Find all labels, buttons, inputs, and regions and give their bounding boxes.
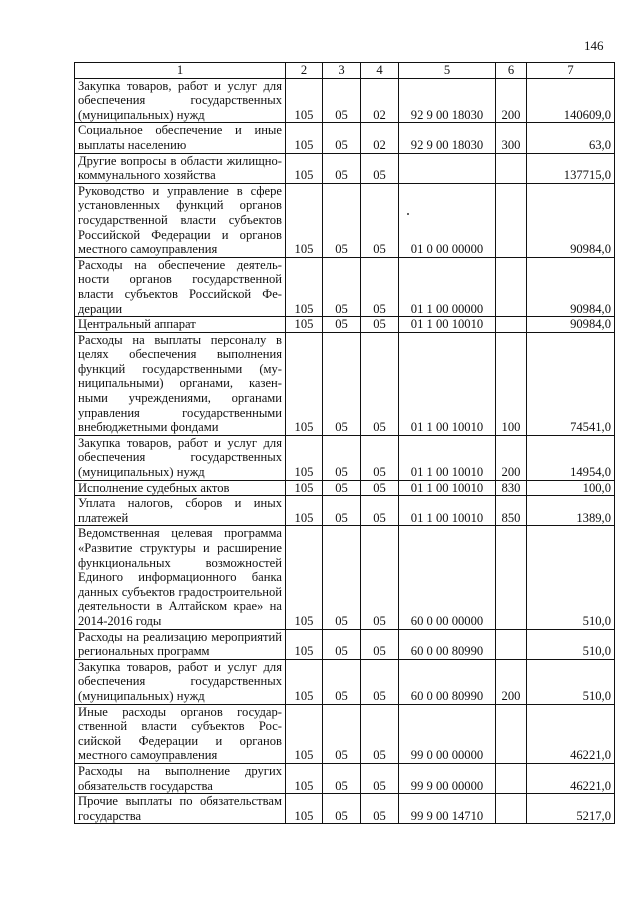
section-code-cell: 05 xyxy=(323,480,361,496)
amount-cell: 90984,0 xyxy=(527,317,615,333)
section-code-cell: 05 xyxy=(323,496,361,526)
section-code-cell: 05 xyxy=(323,763,361,793)
table-row xyxy=(75,153,615,183)
subsection-code-cell: 05 xyxy=(361,763,399,793)
section-code-cell: 05 xyxy=(323,78,361,123)
target-article-cell: 01 1 00 10010 xyxy=(399,496,496,526)
subsection-code-cell: 05 xyxy=(361,257,399,316)
expense-type-cell: 300 xyxy=(496,123,527,153)
section-code-cell: 05 xyxy=(323,257,361,316)
section-code-cell: 05 xyxy=(323,659,361,704)
amount-cell: 90984,0 xyxy=(527,183,615,257)
item-name-cell: Расходы на обеспечение деятельности органов государственной власти субъектов Российской Федерации xyxy=(75,257,286,316)
expense-type-cell: 200 xyxy=(496,78,527,123)
ministry-code-cell: 105 xyxy=(286,704,323,763)
expense-type-cell: 200 xyxy=(496,435,527,480)
section-code-cell: 05 xyxy=(323,332,361,435)
amount-cell: 1389,0 xyxy=(527,496,615,526)
ministry-code-cell: 105 xyxy=(286,123,323,153)
ministry-code-cell: 105 xyxy=(286,183,323,257)
item-name-cell: Закупка товаров, работ и услуг для обеспечения государственных (муниципальных) нужд xyxy=(75,435,286,480)
table-row xyxy=(75,794,615,824)
subsection-code-cell: 05 xyxy=(361,704,399,763)
ministry-code-cell: 105 xyxy=(286,332,323,435)
amount-cell: 510,0 xyxy=(527,629,615,659)
ministry-code-cell: 105 xyxy=(286,480,323,496)
header-cell: 2 xyxy=(286,63,323,79)
subsection-code-cell: 05 xyxy=(361,496,399,526)
target-article-cell: 01 0 00 00000 xyxy=(399,183,496,257)
table-row xyxy=(75,183,615,257)
expense-type-cell xyxy=(496,526,527,629)
table-row xyxy=(75,763,615,793)
header-cell: 6 xyxy=(496,63,527,79)
expense-type-cell xyxy=(496,317,527,333)
item-name-cell: Уплата налогов, сборов и иных платежей xyxy=(75,496,286,526)
item-name-cell: Расходы на реализацию мероприятий региональных программ xyxy=(75,629,286,659)
target-article-cell xyxy=(399,153,496,183)
amount-cell: 140609,0 xyxy=(527,78,615,123)
expense-type-cell xyxy=(496,629,527,659)
target-article-cell: 99 9 00 00000 xyxy=(399,763,496,793)
item-name-cell: Прочие выплаты по обязательствам государства xyxy=(75,794,286,824)
target-article-cell: 01 1 00 00000 xyxy=(399,257,496,316)
expense-type-cell xyxy=(496,153,527,183)
amount-cell: 510,0 xyxy=(527,659,615,704)
table-row xyxy=(75,704,615,763)
expense-type-cell xyxy=(496,763,527,793)
target-article-cell: 99 0 00 00000 xyxy=(399,704,496,763)
item-name-cell: Расходы на выплаты персоналу в целях обеспечения выполнения функций государственными (муниципальными) органами, казенными учреждениями, органами управления государственными внебюджетными фондами xyxy=(75,332,286,435)
subsection-code-cell: 02 xyxy=(361,78,399,123)
ministry-code-cell: 105 xyxy=(286,659,323,704)
amount-cell: 90984,0 xyxy=(527,257,615,316)
section-code-cell: 05 xyxy=(323,629,361,659)
header-cell: 3 xyxy=(323,63,361,79)
ministry-code-cell: 105 xyxy=(286,763,323,793)
table-row xyxy=(75,123,615,153)
page-number: 146 xyxy=(584,38,604,53)
subsection-code-cell: 05 xyxy=(361,332,399,435)
section-code-cell: 05 xyxy=(323,183,361,257)
table-row xyxy=(75,629,615,659)
expense-type-cell xyxy=(496,183,527,257)
expense-type-cell: 830 xyxy=(496,480,527,496)
table-row xyxy=(75,332,615,435)
item-name-cell: Иные расходы органов государственной власти субъектов Российской Федерации и органов местного самоуправления xyxy=(75,704,286,763)
subsection-code-cell: 05 xyxy=(361,183,399,257)
ministry-code-cell: 105 xyxy=(286,496,323,526)
section-code-cell: 05 xyxy=(323,123,361,153)
ministry-code-cell: 105 xyxy=(286,317,323,333)
table-row xyxy=(75,480,615,496)
ministry-code-cell: 105 xyxy=(286,526,323,629)
amount-cell: 63,0 xyxy=(527,123,615,153)
section-code-cell: 05 xyxy=(323,704,361,763)
header-row xyxy=(75,63,615,79)
amount-cell: 14954,0 xyxy=(527,435,615,480)
item-name-cell: Расходы на выполнение других обязательств государства xyxy=(75,763,286,793)
item-name-cell: Центральный аппарат xyxy=(75,317,286,333)
expense-type-cell xyxy=(496,257,527,316)
expense-type-cell: 100 xyxy=(496,332,527,435)
target-article-cell: 92 9 00 18030 xyxy=(399,123,496,153)
subsection-code-cell: 05 xyxy=(361,629,399,659)
subsection-code-cell: 05 xyxy=(361,435,399,480)
ministry-code-cell: 105 xyxy=(286,78,323,123)
ministry-code-cell: 105 xyxy=(286,153,323,183)
header-cell: 5 xyxy=(399,63,496,79)
amount-cell: 100,0 xyxy=(527,480,615,496)
expense-type-cell: 850 xyxy=(496,496,527,526)
item-name-cell: Исполнение судебных актов xyxy=(75,480,286,496)
amount-cell: 510,0 xyxy=(527,526,615,629)
target-article-cell: 01 1 00 10010 xyxy=(399,317,496,333)
target-article-cell: 01 1 00 10010 xyxy=(399,480,496,496)
target-article-cell: 92 9 00 18030 xyxy=(399,78,496,123)
expense-type-cell: 200 xyxy=(496,659,527,704)
expense-type-cell xyxy=(496,704,527,763)
budget-table xyxy=(74,62,615,824)
subsection-code-cell: 05 xyxy=(361,153,399,183)
amount-cell: 46221,0 xyxy=(527,704,615,763)
target-article-cell: 60 0 00 00000 xyxy=(399,526,496,629)
target-article-cell: 01 1 00 10010 xyxy=(399,435,496,480)
target-article-cell: 01 1 00 10010 xyxy=(399,332,496,435)
subsection-code-cell: 05 xyxy=(361,526,399,629)
item-name-cell: Другие вопросы в области жилищно-коммунального хозяйства xyxy=(75,153,286,183)
section-code-cell: 05 xyxy=(323,317,361,333)
table-row xyxy=(75,526,615,629)
expense-type-cell xyxy=(496,794,527,824)
amount-cell: 46221,0 xyxy=(527,763,615,793)
item-name-cell: Руководство и управление в сфере установленных функций органов государственной власти субъектов Российской Федерации и органов местного самоуправления xyxy=(75,183,286,257)
ministry-code-cell: 105 xyxy=(286,257,323,316)
table-row xyxy=(75,496,615,526)
header-cell: 4 xyxy=(361,63,399,79)
subsection-code-cell: 05 xyxy=(361,659,399,704)
subsection-code-cell: 05 xyxy=(361,480,399,496)
table-row xyxy=(75,78,615,123)
header-cell: 1 xyxy=(75,63,286,79)
item-name-cell: Закупка товаров, работ и услуг для обеспечения государственных (муниципальных) нужд xyxy=(75,659,286,704)
amount-cell: 74541,0 xyxy=(527,332,615,435)
section-code-cell: 05 xyxy=(323,794,361,824)
section-code-cell: 05 xyxy=(323,526,361,629)
target-article-cell: 60 0 00 80990 xyxy=(399,659,496,704)
ministry-code-cell: 105 xyxy=(286,794,323,824)
subsection-code-cell: 05 xyxy=(361,317,399,333)
table-row xyxy=(75,435,615,480)
section-code-cell: 05 xyxy=(323,153,361,183)
item-name-cell: Социальное обеспечение и иные выплаты населению xyxy=(75,123,286,153)
ministry-code-cell: 105 xyxy=(286,629,323,659)
amount-cell: 137715,0 xyxy=(527,153,615,183)
amount-cell: 5217,0 xyxy=(527,794,615,824)
item-name-cell: Ведомственная целевая программа «Развитие структуры и расширение функциональных возможностей Единого информационного банка данных субъектов градостроительной деятельности в Алтайском крае» на 2014-2016 годы xyxy=(75,526,286,629)
subsection-code-cell: 05 xyxy=(361,794,399,824)
header-cell: 7 xyxy=(527,63,615,79)
section-code-cell: 05 xyxy=(323,435,361,480)
item-name-cell: Закупка товаров, работ и услуг для обеспечения государственных (муниципальных) нужд xyxy=(75,78,286,123)
subsection-code-cell: 02 xyxy=(361,123,399,153)
table-row xyxy=(75,257,615,316)
ministry-code-cell: 105 xyxy=(286,435,323,480)
table-row xyxy=(75,659,615,704)
table-row xyxy=(75,317,615,333)
target-article-cell: 99 9 00 14710 xyxy=(399,794,496,824)
target-article-cell: 60 0 00 80990 xyxy=(399,629,496,659)
